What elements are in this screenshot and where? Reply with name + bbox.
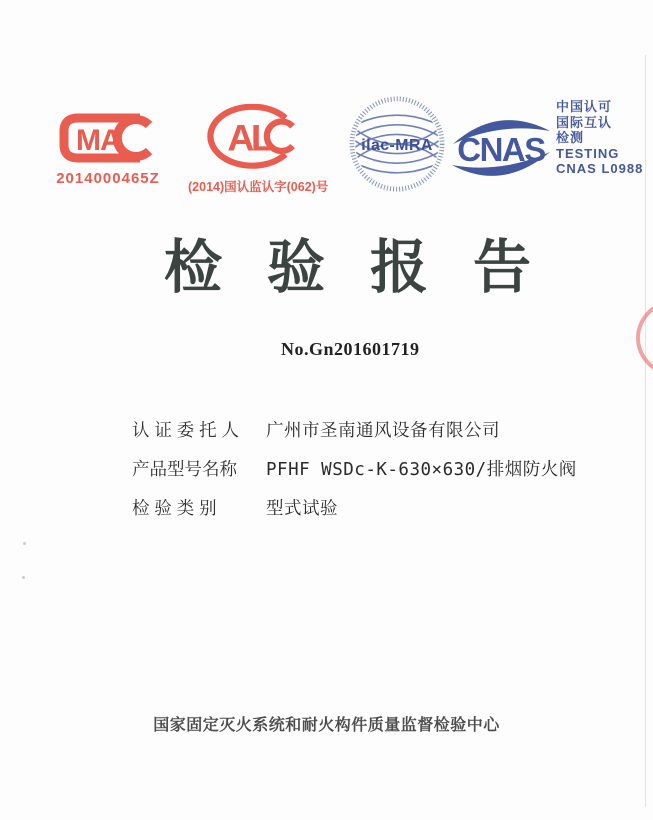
cal-cert-number: (2014)国认监认字(062)号	[188, 180, 329, 194]
cal-mark-letters: AL	[227, 116, 271, 159]
cma-logo	[56, 110, 160, 187]
dust-speck	[22, 576, 25, 579]
cnas-text-line: TESTING	[556, 145, 620, 161]
field-value: 型式试验	[266, 499, 338, 519]
ilac-mra-logo	[349, 96, 445, 192]
cnas-mark-icon	[448, 110, 554, 186]
field-row-test-category	[132, 497, 577, 520]
field-row-applicant	[132, 419, 577, 442]
dust-speck	[23, 542, 26, 545]
cnas-accreditation-text	[556, 99, 652, 177]
cnas-text-line: 国际互认	[556, 114, 613, 130]
field-label: 产品型号名称	[132, 459, 237, 479]
inspection-center-name: 国家固定灭火系统和耐火构件质量监督检验中心	[153, 717, 500, 734]
cnas-text-line: CNAS L0988	[556, 161, 644, 177]
cma-mark-letters: MA	[76, 124, 121, 157]
field-value: 广州市圣南通风设备有限公司	[266, 421, 500, 441]
fields-section	[132, 419, 577, 536]
field-value: PFHF WSDc-K-630×630/排烟防火阀	[266, 460, 577, 480]
scan-edge-line	[645, 55, 646, 807]
report-number: No.Gn201601719	[281, 339, 420, 359]
cma-cert-number: 2014000465Z	[56, 170, 160, 187]
field-label: 认 证 委 托 人	[132, 420, 239, 440]
cal-mark-icon	[206, 104, 306, 172]
field-row-product-model	[132, 458, 577, 481]
field-label: 检 验 类 别	[132, 498, 217, 518]
report-title: 检验报告	[164, 235, 577, 300]
cnas-text-line: 检测	[556, 130, 585, 146]
ilac-mra-label: ilac-MRA	[361, 136, 433, 154]
cnas-logo	[448, 110, 554, 186]
cnas-label: CNAS	[457, 131, 545, 168]
ilac-mra-globe-icon	[349, 96, 445, 192]
cnas-text-line: 中国认可	[556, 99, 613, 114]
cma-mark-icon	[56, 110, 160, 166]
cal-logo	[188, 104, 329, 195]
